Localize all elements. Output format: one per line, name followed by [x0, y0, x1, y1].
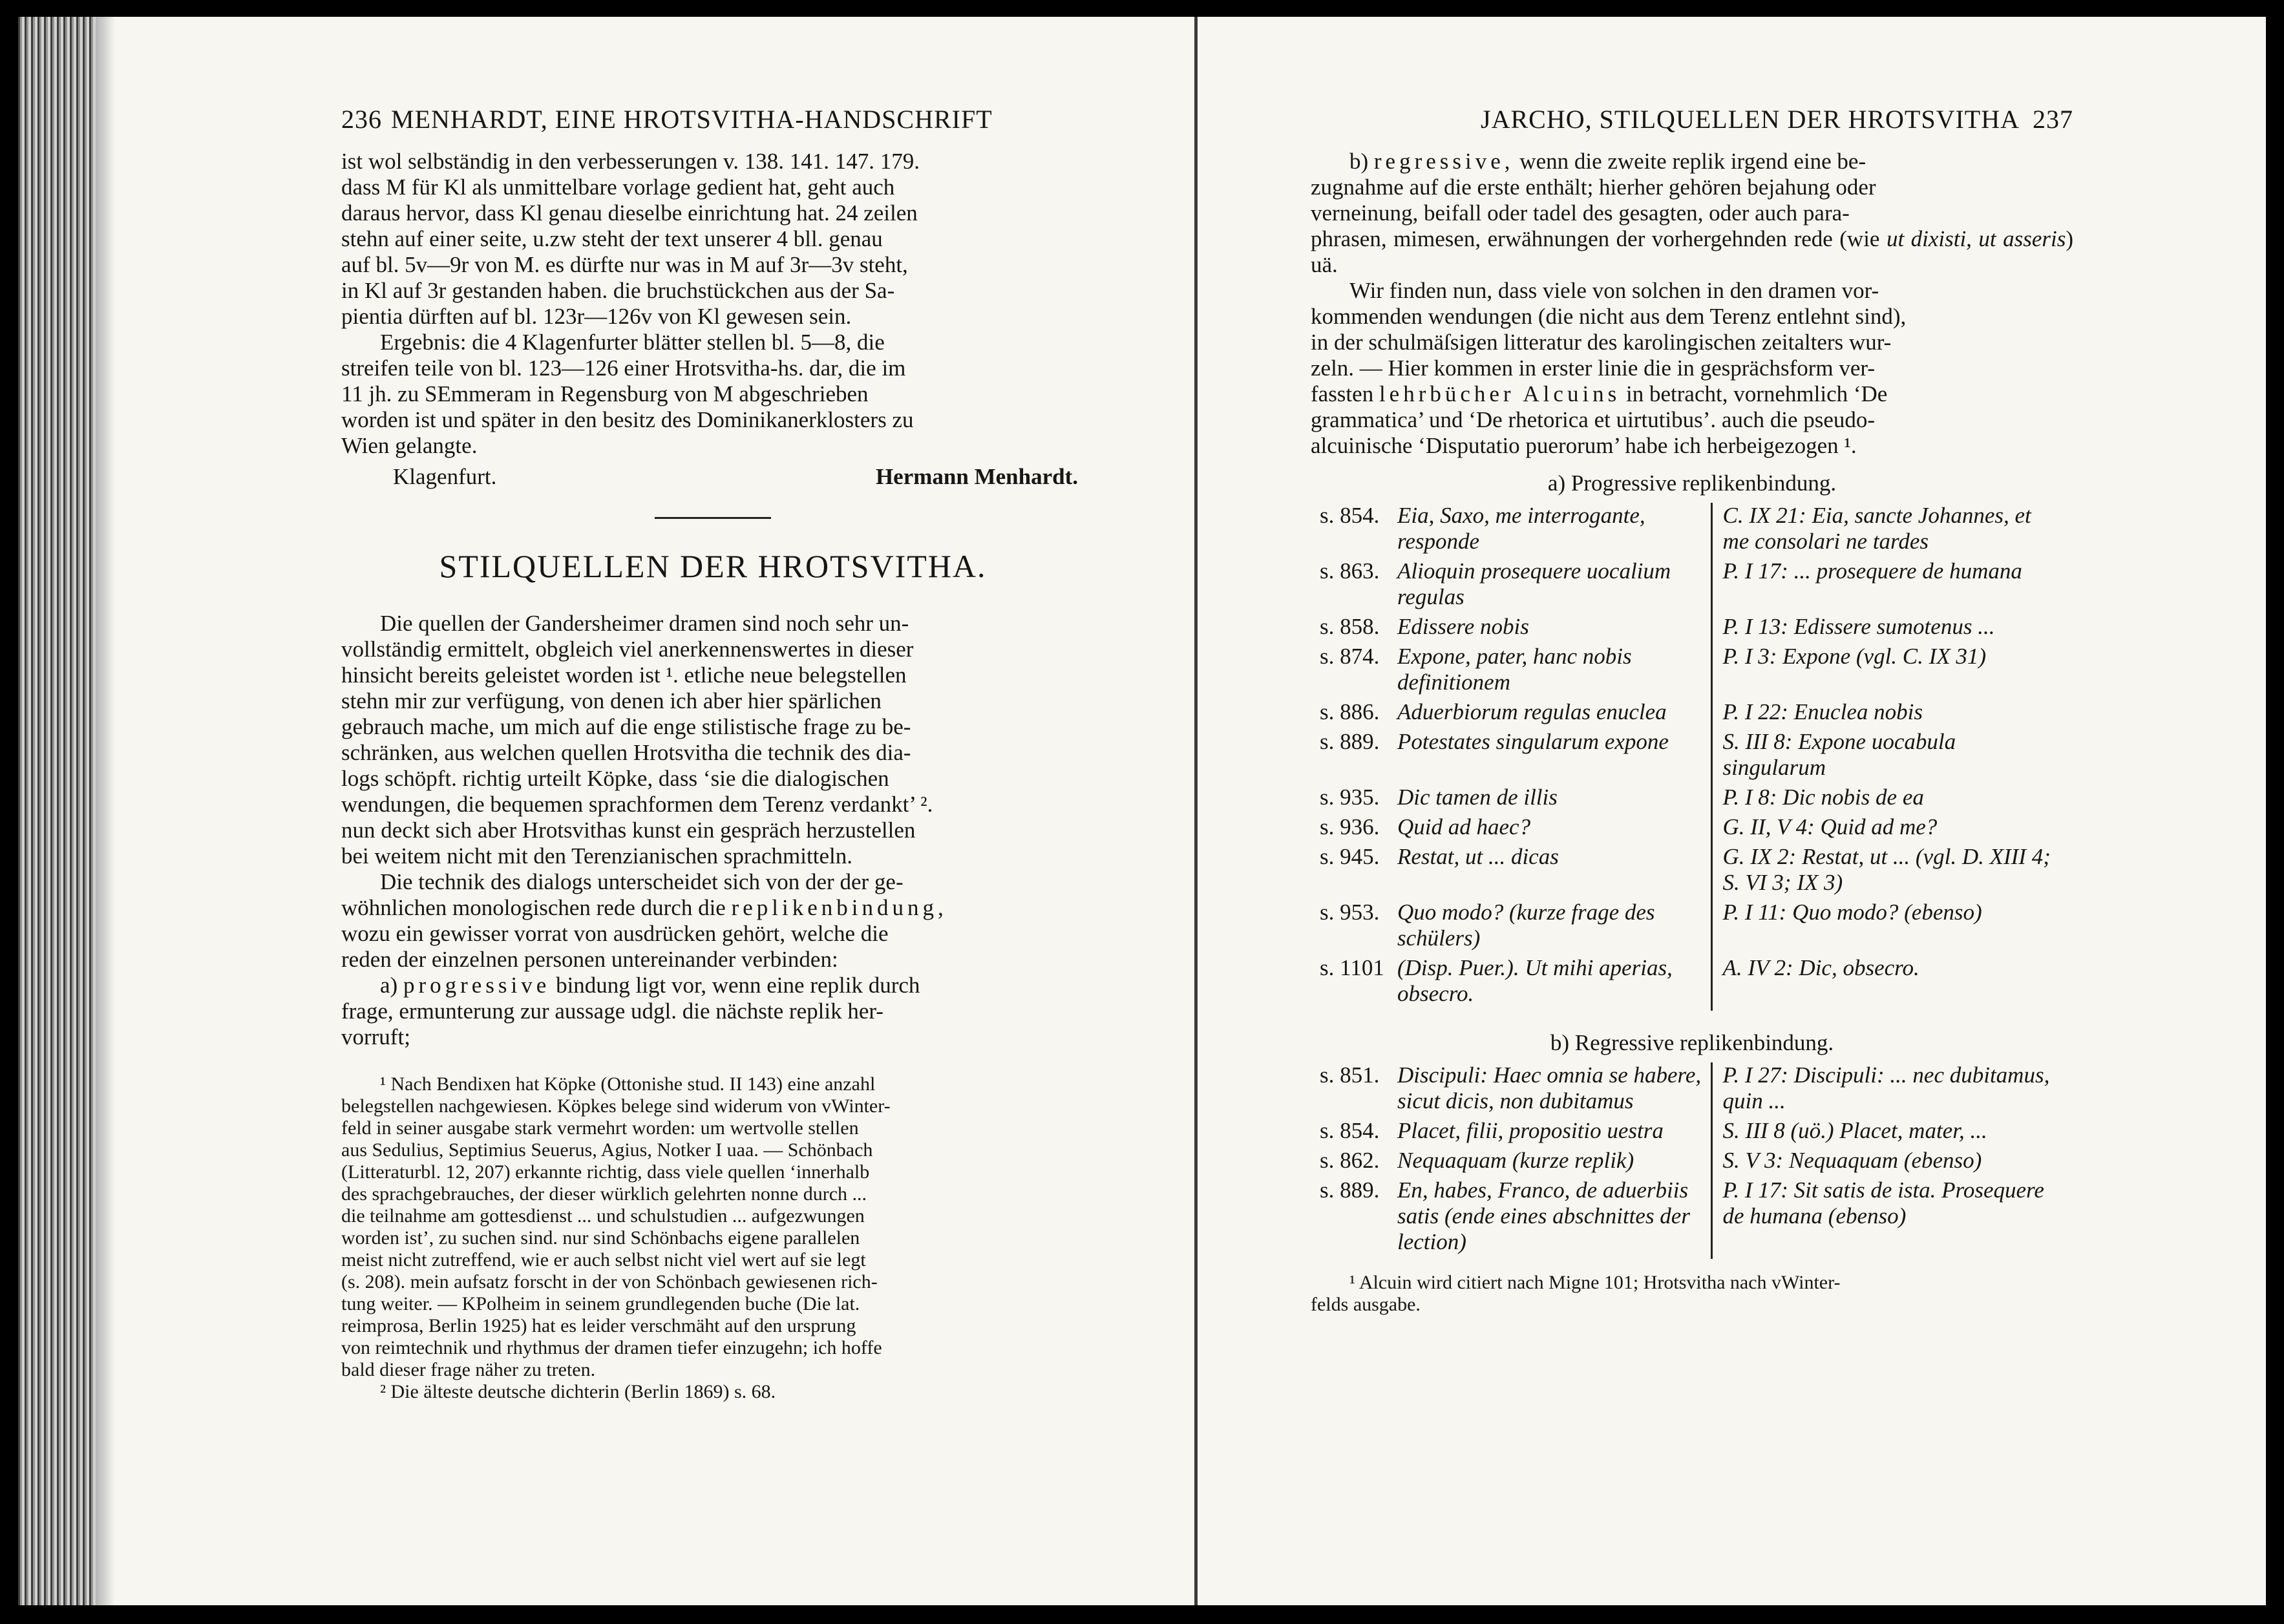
- text-line: 11 jh. zu SEmmeram in Regensburg von M abgeschrieben: [341, 381, 869, 406]
- section-heading-progressive: a) Progressive replikenbindung.: [1547, 470, 1837, 496]
- spaced-term: replikenbindung,: [731, 895, 947, 920]
- footnote-line: (s. 208). mein aufsatz forscht in der von Schönbach gewiesenen rich-: [341, 1271, 878, 1292]
- hrotsvitha-quote: (Disp. Puer.). Ut mihi aperias, obsecro.: [1395, 955, 1711, 1011]
- source-page: s. 863.: [1320, 558, 1380, 584]
- text-line: [1311, 381, 2073, 407]
- running-head-title: MENHARDT, EINE HROTSVITHA-HANDSCHRIFT: [391, 104, 993, 134]
- latin-quote: ut dixisti, ut asseris: [1886, 226, 2066, 251]
- footnote-line: tung weiter. — KPolheim in seinem grundlegenden buche (Die lat.: [341, 1293, 860, 1314]
- section-divider: [655, 517, 771, 519]
- hrotsvitha-quote: Nequaquam (kurze replik): [1395, 1148, 1711, 1177]
- text-line: Die technik des dialogs unterscheidet sich von der der ge-: [380, 869, 904, 894]
- source-page: s. 862.: [1320, 1148, 1380, 1173]
- text-line: Wien gelangte.: [341, 433, 478, 458]
- citation-row: [1317, 1177, 2054, 1259]
- source-page: s. 1101: [1320, 955, 1384, 980]
- item-label: b): [1349, 149, 1369, 174]
- text-fragment: in betracht, vornehmlich ‘De: [1626, 381, 1888, 406]
- text-line: zeln. — Hier kommen in erster linie die in gesprächsform ver-: [1311, 355, 1876, 381]
- alcuin-parallel: P. I 22: Enuclea nobis: [1722, 699, 1923, 724]
- alcuin-parallel: P. I 3: Expone (vgl. C. IX 31): [1722, 644, 1987, 669]
- footnote-line: des sprachgebrauches, der dieser würklich gelehrten nonne durch ...: [341, 1183, 867, 1205]
- text-fragment: bindung ligt vor, wenn eine replik durch: [556, 973, 920, 998]
- alcuin-parallel: G. II, V 4: Quid ad me?: [1722, 814, 1938, 839]
- hrotsvitha-quote: Aduerbiorum regulas enuclea: [1395, 699, 1711, 729]
- citation-row: [1317, 644, 2054, 699]
- text-line: [341, 895, 1084, 921]
- citation-row: [1317, 814, 2054, 844]
- source-page: s. 854.: [1320, 1118, 1380, 1143]
- text-line: daraus hervor, dass Kl genau dieselbe einrichtung hat. 24 zeilen: [341, 200, 918, 226]
- running-head: [341, 101, 1084, 137]
- source-page: s. 886.: [1320, 699, 1380, 724]
- source-page: s. 851.: [1320, 1062, 1380, 1088]
- source-page: s. 874.: [1320, 644, 1380, 669]
- alcuin-parallel: C. IX 21: Eia, sancte Johannes, et me consolari ne tardes: [1722, 503, 2031, 554]
- hrotsvitha-quote: Alioquin prosequere uocalium regulas: [1395, 558, 1711, 614]
- running-head: [1311, 101, 2073, 137]
- footnote-line: die teilnahme am gottesdienst ... und schulstudien ... aufgezwungen: [341, 1205, 865, 1227]
- footnote-line: meist nicht zutreffend, wie er auch selbst nicht viel wert auf sie legt: [341, 1249, 866, 1271]
- citation-row: [1317, 844, 2054, 900]
- source-page: s. 858.: [1320, 614, 1380, 639]
- hrotsvitha-quote: Potestates singularum expone: [1395, 729, 1711, 785]
- text-line: logs schöpft. richtig urteilt Köpke, dass ‘sie die dialogischen: [341, 766, 889, 791]
- right-page: [1311, 101, 2073, 1316]
- citation-row: [1317, 785, 2054, 814]
- hrotsvitha-quote: Expone, pater, hanc nobis definitionem: [1395, 644, 1711, 699]
- technik-paragraph: [341, 869, 1084, 1050]
- hrotsvitha-quote: Edissere nobis: [1395, 614, 1711, 644]
- hrotsvitha-quote: Discipuli: Haec omnia se habere, sicut dicis, non dubitamus: [1395, 1062, 1711, 1118]
- footnote-line: reimprosa, Berlin 1925) hat es leider verschmäht auf den ursprung: [341, 1315, 856, 1336]
- source-page: s. 935.: [1320, 785, 1380, 810]
- text-fragment: wenn die zweite replik irgend eine be-: [1519, 149, 1866, 174]
- alcuin-parallel: P. I 27: Discipuli: ... nec dubitamus, quin ...: [1722, 1062, 2050, 1113]
- citation-row: [1317, 614, 2054, 644]
- text-fragment: wöhnlichen monologischen rede durch die: [341, 895, 726, 920]
- hrotsvitha-quote: En, habes, Franco, de aduerbiis satis (ende eines abschnittes der lection): [1395, 1177, 1711, 1259]
- footnote-line: feld in seiner ausgabe stark vermehrt worden: um wertvolle stellen: [341, 1117, 859, 1139]
- source-page: s. 945.: [1320, 844, 1380, 869]
- alcuin-parallel: P. I 13: Edissere sumotenus ...: [1722, 614, 1995, 639]
- page-number: 237: [2033, 104, 2073, 134]
- citation-row: [1317, 503, 2054, 558]
- citation-table-regressive: [1317, 1062, 2054, 1259]
- section-heading-regressive: b) Regressive replikenbindung.: [1550, 1030, 1834, 1055]
- footnotes: [341, 1073, 1084, 1403]
- alcuin-parallel: P. I 17: ... prosequere de humana: [1722, 558, 2022, 584]
- citation-row: [1317, 1062, 2054, 1118]
- footnote-line: felds ausgabe.: [1311, 1294, 1421, 1315]
- hrotsvitha-quote: Placet, filii, propositio uestra: [1395, 1118, 1711, 1148]
- hrotsvitha-quote: Quid ad haec?: [1395, 814, 1711, 844]
- binding-edge-fade: [96, 17, 115, 1605]
- footnote-line: (Litteraturbl. 12, 207) erkannte richtig, dass viele quellen ‘innerhalb: [341, 1161, 870, 1183]
- citation-row: [1317, 900, 2054, 955]
- text-line: [341, 973, 1084, 998]
- spaced-term: lehrbücher Alcuins: [1379, 381, 1621, 406]
- binding-edge-shadow: [18, 17, 96, 1605]
- text-line: gebrauch mache, um mich auf die enge stilistische frage zu be-: [341, 714, 911, 739]
- footnote-line: bald dieser frage näher zu treten.: [341, 1359, 596, 1380]
- left-page: [341, 101, 1084, 1403]
- hrotsvitha-quote: Quo modo? (kurze frage des schülers): [1395, 900, 1711, 955]
- text-line: Wir finden nun, dass viele von solchen in den dramen vor-: [1349, 278, 1879, 303]
- text-line: Die quellen der Gandersheimer dramen sind noch sehr un-: [380, 611, 909, 636]
- text-line: schränken, aus welchen quellen Hrotsvitha die technik des dia-: [341, 740, 911, 765]
- text-line: in der schulmäſsigen litteratur des karolingischen zeitalters wur-: [1311, 330, 1892, 355]
- source-page: s. 889.: [1320, 1177, 1380, 1203]
- text-line: reden der einzelnen personen untereinander verbinden:: [341, 947, 838, 972]
- citation-row: [1317, 699, 2054, 729]
- text-line: pientia dürften auf bl. 123r—126v von Kl gewesen sein.: [341, 304, 852, 329]
- text-line: vorruft;: [341, 1024, 410, 1049]
- text-line: verneinung, beifall oder tadel des gesagten, oder auch para-: [1311, 200, 1850, 226]
- footnote-line: worden ist’, zu suchen sind. nur sind Schönbachs eigene parallelen: [341, 1227, 860, 1249]
- signature-line: [341, 463, 1084, 491]
- source-page: s. 936.: [1320, 814, 1380, 839]
- source-page: s. 953.: [1320, 900, 1380, 925]
- continuation-paragraph: [341, 149, 1084, 330]
- alcuin-parallel: S. III 8 (uö.) Placet, mater, ...: [1722, 1118, 1987, 1143]
- item-b-paragraph: [1311, 149, 2073, 278]
- page-number: 236: [341, 104, 382, 134]
- text-line: stehn auf einer seite, u.zw steht der text unserer 4 bll. genau: [341, 226, 883, 251]
- text-line: ist wol selbständig in den verbesserungen v. 138. 141. 147. 179.: [341, 149, 920, 174]
- text-line: bei weitem nicht mit den Terenzianischen sprachmitteln.: [341, 843, 852, 869]
- text-line: streifen teile von bl. 123—126 einer Hrotsvitha-hs. dar, die im: [341, 355, 906, 381]
- alcuin-parallel: S. V 3: Nequaquam (ebenso): [1722, 1148, 1982, 1173]
- running-head-title: JARCHO, STILQUELLEN DER HROTSVITHA: [1481, 104, 2020, 134]
- alcuin-parallel: P. I 17: Sit satis de ista. Prosequere de humana (ebenso): [1722, 1177, 2044, 1229]
- citation-row: [1317, 729, 2054, 785]
- citation-row: [1317, 955, 2054, 1011]
- text-line: worden ist und später in den besitz des Dominikanerklosters zu: [341, 407, 914, 432]
- text-fragment: fassten: [1311, 381, 1374, 406]
- text-line: wendungen, die bequemen sprachformen dem Terenz verdankt’ ².: [341, 792, 933, 817]
- text-line: dass M für Kl als unmittelbare vorlage gedient hat, geht auch: [341, 174, 895, 200]
- text-line: in Kl auf 3r gestanden haben. die bruchstückchen aus der Sa-: [341, 278, 895, 303]
- page-gutter: [1194, 17, 1198, 1605]
- hrotsvitha-quote: Restat, ut ... dicas: [1395, 844, 1711, 900]
- source-page: s. 854.: [1320, 503, 1380, 528]
- place: Klagenfurt.: [393, 464, 497, 489]
- text-line: nun deckt sich aber Hrotsvithas kunst ein gespräch herzustellen: [341, 817, 916, 843]
- footnotes: [1311, 1272, 2073, 1316]
- text-line: vollständig ermittelt, obgleich viel anerkennenswertes in dieser: [341, 637, 914, 662]
- text-line: frage, ermunterung zur aussage udgl. die nächste replik her-: [341, 998, 883, 1024]
- citation-row: [1317, 1118, 2054, 1148]
- article-title: STILQUELLEN DER HROTSVITHA.: [439, 548, 987, 584]
- citation-row: [1317, 558, 2054, 614]
- hrotsvitha-quote: Eia, Saxo, me interrogante, responde: [1395, 503, 1711, 558]
- footnote-line: ² Die älteste deutsche dichterin (Berlin 1869) s. 68.: [380, 1381, 776, 1402]
- alcuin-parallel: P. I 8: Dic nobis de ea: [1722, 785, 1924, 810]
- citation-table-progressive: [1317, 503, 2054, 1011]
- scanned-book-spread: [18, 17, 2266, 1605]
- intro-paragraph: [341, 611, 1084, 869]
- citation-row: [1317, 1148, 2054, 1177]
- footnote-line: von reimtechnik und rhythmus der dramen tiefer einzugehn; ich hoffe: [341, 1337, 882, 1358]
- text-line: alcuinische ‘Disputatio puerorum’ habe ich herbeigezogen ¹.: [1311, 433, 1857, 458]
- footnote-line: ¹ Nach Bendixen hat Köpke (Ottonishe stud. II 143) eine anzahl: [380, 1073, 876, 1095]
- alcuin-parallel: S. III 8: Expone uocabula singularum: [1722, 729, 1956, 780]
- text-line: kommenden wendungen (die nicht aus dem Terenz entlehnt sind),: [1311, 304, 1907, 329]
- text-line: stehn mir zur verfügung, von denen ich aber hier spärlichen: [341, 688, 882, 713]
- footnote-line: ¹ Alcuin wird citiert nach Migne 101; Hrotsvitha nach vWinter-: [1349, 1272, 1841, 1293]
- text-line: [1311, 226, 2073, 278]
- wir-paragraph: [1311, 278, 2073, 459]
- alcuin-parallel: A. IV 2: Dic, obsecro.: [1722, 955, 1919, 980]
- footnote-line: belegstellen nachgewiesen. Köpkes belege sind widerum von vWinter-: [341, 1095, 891, 1117]
- footnote-line: aus Sedulius, Septimius Seuerus, Agius, Notker I uaa. — Schönbach: [341, 1139, 873, 1161]
- author-name: Hermann Menhardt.: [875, 464, 1078, 489]
- alcuin-parallel: G. IX 2: Restat, ut ... (vgl. D. XIII 4; S. VI 3; IX 3): [1722, 844, 2051, 895]
- item-label: a): [380, 973, 398, 998]
- spaced-term: progressive: [403, 973, 551, 998]
- source-page: s. 889.: [1320, 729, 1380, 754]
- hrotsvitha-quote: Dic tamen de illis: [1395, 785, 1711, 814]
- text-line: [1311, 149, 2073, 174]
- text-fragment: phrasen, mimesen, erwähnungen der vorhergehnden rede (wie: [1311, 226, 1880, 251]
- text-line: zugnahme auf die erste enthält; hierher gehören bejahung oder: [1311, 174, 1876, 200]
- text-fragment: ) uä.: [1311, 226, 2073, 277]
- text-line: hinsicht bereits geleistet worden ist ¹. etliche neue belegstellen: [341, 662, 907, 688]
- text-line: grammatica’ und ‘De rhetorica et uirtutibus’. auch die pseudo-: [1311, 407, 1876, 432]
- text-line: wozu ein gewisser vorrat von ausdrücken gehört, welche die: [341, 921, 889, 946]
- text-line: Ergebnis: die 4 Klagenfurter blätter stellen bl. 5—8, die: [380, 330, 885, 355]
- spaced-term: regressive,: [1373, 149, 1514, 174]
- result-paragraph: [341, 330, 1084, 459]
- text-line: auf bl. 5v—9r von M. es dürfte nur was in M auf 3r—3v steht,: [341, 252, 908, 277]
- alcuin-parallel: P. I 11: Quo modo? (ebenso): [1722, 900, 1982, 925]
